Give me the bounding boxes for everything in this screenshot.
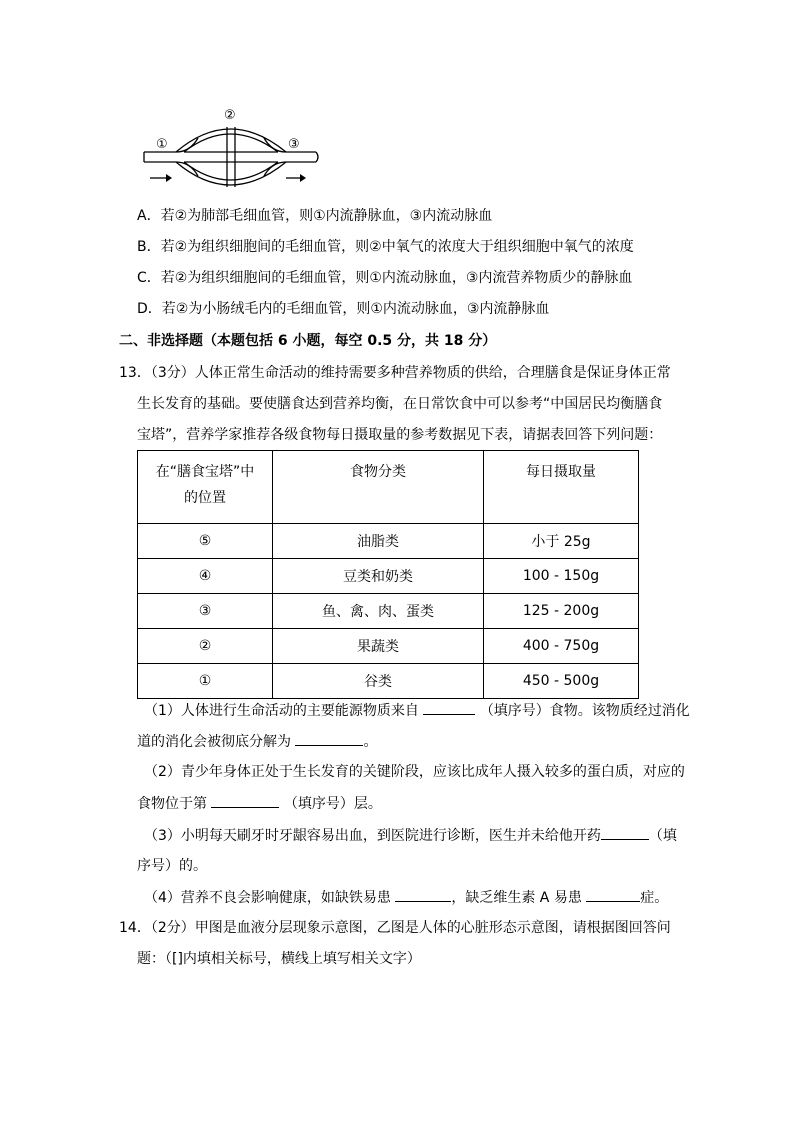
table-row	[138, 594, 639, 629]
answer-blank[interactable]	[395, 887, 451, 902]
q13-sub1-line1: （1）人体进行生命活动的主要能源物质来自 （填序号）食物。该物质经过消化	[144, 700, 690, 721]
table-row	[138, 629, 639, 664]
table-row	[138, 559, 639, 594]
label-1: ①	[156, 137, 168, 152]
cell-position: ③	[138, 594, 273, 629]
cell-amount: 400 - 750g	[484, 629, 639, 664]
option-c: C．若②为组织细胞间的毛细血管，则①内流动脉血，③内流营养物质少的静脉血	[137, 270, 633, 286]
cell-amount: 125 - 200g	[484, 594, 639, 629]
cell-amount: 450 - 500g	[484, 664, 639, 699]
table-row	[138, 524, 639, 559]
cell-position: ①	[138, 664, 273, 699]
q13-sub1-line2: 道的消化会被彻底分解为 。	[137, 731, 377, 752]
cell-food: 谷类	[273, 664, 484, 699]
cell-position: ②	[138, 629, 273, 664]
q13-intro-line3: 宝塔”，营养学家推荐各级食物每日摄取量的参考数据见下表，请据表回答下列问题：	[137, 427, 663, 443]
q13-sub3-line1: （3）小明每天刷牙时牙龈容易出血，到医院进行诊断，医生并未给他开药 （填	[144, 825, 677, 846]
table-header-row	[138, 451, 639, 524]
flow-arrow-right-icon	[286, 174, 306, 182]
q13-sub2-line2: 食物位于第 （填序号）层。	[137, 793, 382, 814]
answer-blank[interactable]	[586, 887, 640, 902]
capillary-diagram	[140, 104, 340, 194]
option-b: B．若②为组织细胞间的毛细血管，则②中氧气的浓度大于组织细胞中氧气的浓度	[137, 239, 634, 255]
answer-blank[interactable]	[211, 793, 279, 808]
q13-intro-line1: 13．（3分）人体正常生命活动的维持需要多种营养物质的供给，合理膳食是保证身体正常	[119, 365, 671, 381]
cell-food: 鱼、禽、肉、蛋类	[273, 594, 484, 629]
q14-line2: 题：（[]内填相关标号，横线上填写相关文字）	[137, 951, 421, 967]
q14-line1: 14．（2分）甲图是血液分层现象示意图，乙图是人体的心脏形态示意图，请根据图回答问	[119, 920, 671, 936]
header-position: 在“膳食宝塔”中 的位置	[138, 451, 273, 524]
label-2: ②	[224, 108, 236, 123]
cell-position: ⑤	[138, 524, 273, 559]
cell-food: 果蔬类	[273, 629, 484, 664]
answer-blank[interactable]	[601, 825, 649, 840]
header-amount: 每日摄取量	[484, 451, 639, 524]
q13-sub3-line2: 序号）的。	[137, 858, 207, 874]
flow-arrow-left-icon	[150, 174, 172, 182]
option-a: A．若②为肺部毛细血管，则①内流静脉血，③内流动脉血	[137, 208, 493, 224]
label-3: ③	[288, 137, 300, 152]
table-row	[138, 664, 639, 699]
cell-food: 豆类和奶类	[273, 559, 484, 594]
answer-blank[interactable]	[295, 731, 363, 746]
q13-intro-line2: 生长发育的基础。要使膳食达到营养均衡，在日常饮食中可以参考“中国居民均衡膳食	[137, 396, 663, 412]
cell-amount: 小于 25g	[484, 524, 639, 559]
option-d: D．若②为小肠绒毛内的毛细血管，则①内流动脉血，③内流静脉血	[137, 301, 550, 317]
header-food: 食物分类	[273, 451, 484, 524]
cell-amount: 100 - 150g	[484, 559, 639, 594]
q13-sub4-line1: （4）营养不良会影响健康，如缺铁易患 ，缺乏维生素 A 易患 症。	[144, 887, 668, 908]
cell-position: ④	[138, 559, 273, 594]
diet-table	[137, 450, 639, 699]
section-heading: 二、非选择题（本题包括 6 小题，每空 0.5 分，共 18 分）	[119, 333, 497, 349]
q13-sub2-line1: （2）青少年身体正处于生长发育的关键阶段，应该比成年人摄入较多的蛋白质，对应的	[144, 764, 685, 780]
answer-blank[interactable]	[423, 700, 475, 715]
cell-food: 油脂类	[273, 524, 484, 559]
